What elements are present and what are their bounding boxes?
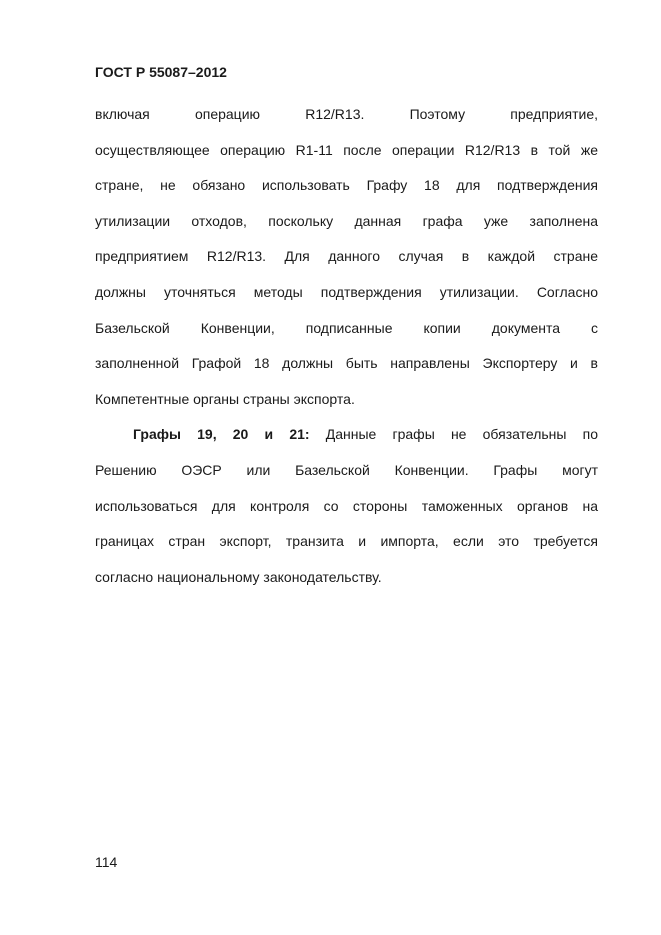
text-line: должны уточняться методы подтверждения утилизации. Согласно [95,283,598,300]
text-line: утилизации отходов, поскольку данная графа уже заполнена [95,212,598,229]
page-number: 114 [95,854,118,870]
text-line: осуществляющее операцию R1-11 после операции R12/R13 в той же [95,141,598,158]
paragraph-2 [95,417,598,595]
document-header: ГОСТ Р 55087–2012 [95,64,227,80]
paragraph-lead-heading: Графы 19, 20 и 21: [133,426,310,443]
paragraph-1 [95,97,598,417]
text-line: границах стран экспорт, транзита и импорта, если это требуется [95,533,598,550]
text-line: Базельской Конвенции, подписанные копии документа с [95,319,598,336]
body-text [95,97,598,595]
text-line: Компетентные органы страны экспорта. [95,390,355,407]
paragraph-lead-text: Данные графы не обязательны по [309,426,599,443]
text-line: Решению ОЭСР или Базельской Конвенции. Графы могут [95,461,598,478]
text-line: предприятием R12/R13. Для данного случая в каждой стране [95,248,598,265]
text-line: заполненной Графой 18 должны быть направлены Экспортеру и в [95,355,598,372]
text-line: согласно национальному законодательству. [95,568,382,585]
text-line: включая операцию R12/R13. Поэтому предприятие, [95,106,598,122]
text-line: использоваться для контроля со стороны таможенных органов на [95,497,598,514]
text-line: стране, не обязано использовать Графу 18 для подтверждения [95,177,598,194]
text-line-lead [95,417,598,453]
